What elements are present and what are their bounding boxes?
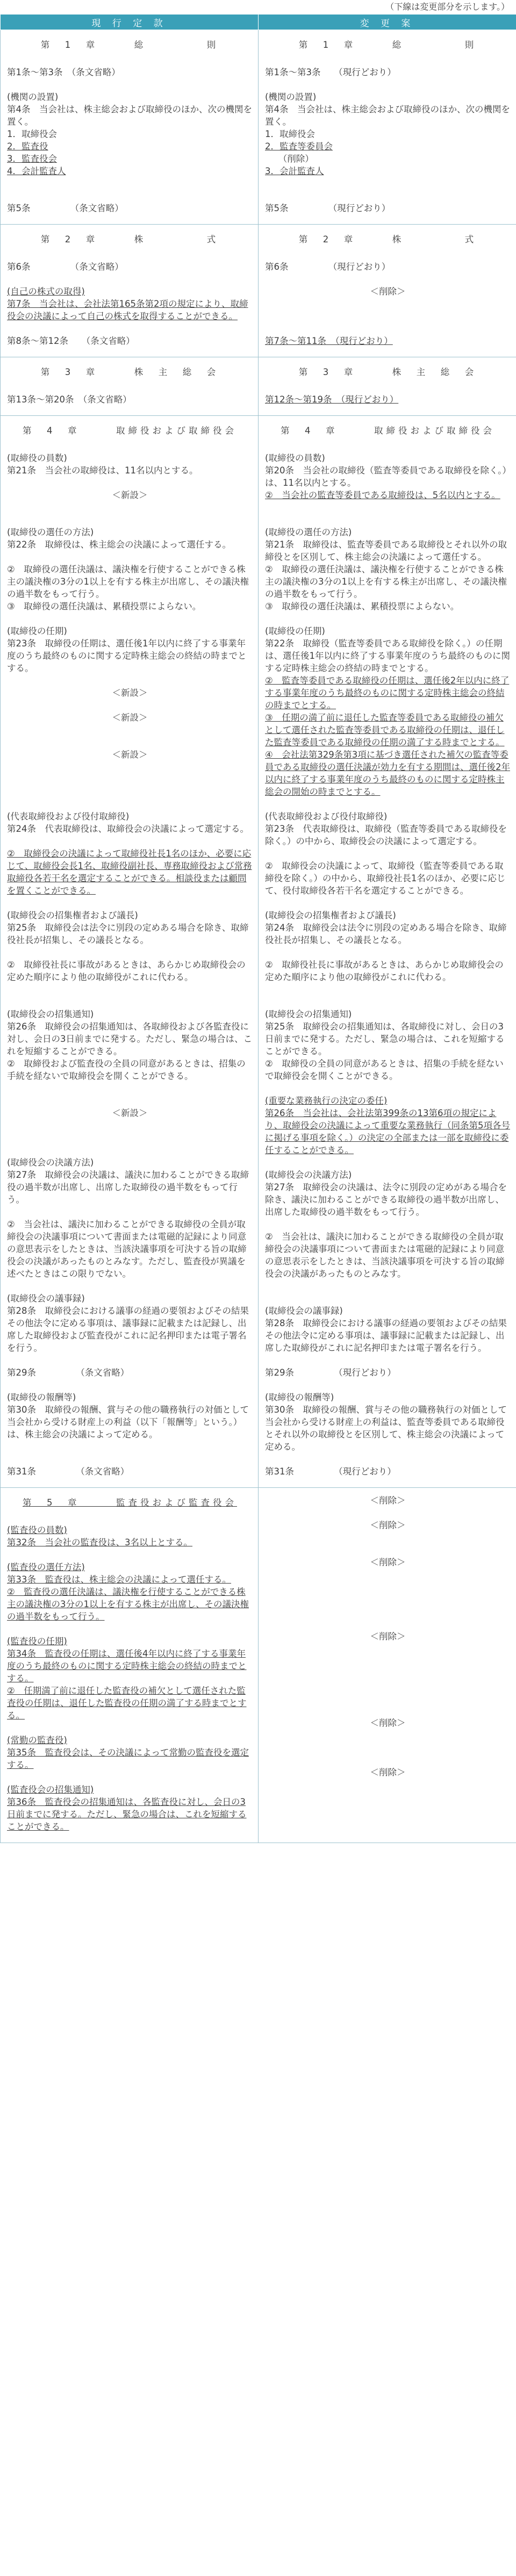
article-line: (取締役会の決議方法): [265, 1170, 352, 1180]
article-line: 3．会計監査人: [265, 166, 324, 176]
article-line: 第20条 当会社の取締役（監査等委員である取締役を除く。）は、11名以内とする。: [265, 465, 507, 488]
article-line: 第7条～第11条 （現行どおり）: [265, 336, 393, 346]
article-line: 第26条 当会社は、会社法第399条の13第6項の規定により、取締役会の決議によって重要な業務執行（同条第5項各号に掲げる事項を除く。）の決定の全部または一部を取締役に委任することができる。: [265, 1108, 510, 1155]
article-line: ② 当会社は、議決に加わることができる取締役の全員が取締役会の決議事項について書面または電磁的記録により同意の意思表示をしたときは、当該決議事項を可決する旨の取締役会の決議があったものとみなす。ただし、監査役が異議を述べたときはこの限りでない。: [7, 1219, 247, 1279]
spacer: [265, 298, 511, 310]
article-line: 第28条 取締役会における議事の経過の要領およびその結果その他法令に定める事項は、議事録に記載または記録し、出席した取締役がこれに記名押印または電子署名を行う。: [265, 1318, 507, 1353]
article-line: 2．監査等委員会: [265, 141, 333, 152]
article-line: (取締役の報酬等): [7, 1392, 76, 1402]
spacer: [7, 1453, 253, 1465]
spacer: [7, 1623, 253, 1635]
spacer: [265, 1606, 511, 1618]
spacer: [7, 946, 253, 959]
placeholder-label: ＜削除＞: [370, 1631, 406, 1642]
spacer: [7, 761, 253, 773]
article-line: 第23条 取締役の任期は、選任後1年以内に終了する事業年度のうち最終のものに関する定時株主総会の終結の時までとする。: [7, 638, 247, 673]
article-line: (自己の株式の取得): [7, 286, 85, 297]
table-header-row: [1, 15, 516, 30]
current-article-cell: [1, 416, 259, 1488]
spacer: [265, 613, 511, 625]
article-line: (代表取締役および役付取締役): [265, 811, 388, 822]
chapter-heading: 第 3 章 株 主 総 会: [40, 367, 219, 377]
spacer: [7, 724, 253, 736]
article-line: 第23条 代表取締役は、取締役（監査等委員である取締役を除く。）の中から、取締役会の決議によって選定する。: [265, 824, 507, 846]
chapter-heading: 第 1 章 総 則: [40, 40, 219, 50]
spacer: [7, 996, 253, 1008]
article-line: (機関の設置): [265, 92, 317, 102]
article-line: (取締役会の招集権者および議長): [265, 910, 396, 920]
article-line: 第29条 （条文省略）: [7, 1368, 130, 1378]
article-line: 3．監査役会: [7, 154, 57, 164]
article-line: (監査役の員数): [7, 1525, 67, 1535]
spacer: [7, 736, 253, 749]
spacer: [7, 1379, 253, 1391]
article-line: (取締役の員数): [265, 453, 325, 463]
article-line: 第22条 取締役（監査等委員である取締役を除く。）の任期は、選任後1年以内に終了する事業年度のうち最終のものに関する定時株主総会の終結の時までとする。: [265, 638, 510, 673]
article-line: ② 取締役社長に事故があるときは、あらかじめ取締役会の定めた順序により他の取締役がこれに代わる。: [7, 960, 246, 982]
chapter-heading: 第 1 章 総 則: [298, 40, 477, 50]
article-line: (監査役の選任方法): [7, 1562, 85, 1572]
placeholder-label: ＜新設＞: [112, 713, 148, 723]
spacer: [7, 1119, 253, 1132]
article-line: ② 取締役社長に事故があるときは、あらかじめ取締役会の定めた順序により他の取締役がこれに代わる。: [265, 960, 504, 982]
spacer: [7, 1144, 253, 1156]
article-line: ③ 任期の満了前に退任した監査等委員である取締役の補欠として選任された監査等委員である取締役の任期は、退任した監査等委員である取締役の任期の満了する時までとする。: [265, 713, 505, 747]
article-line: ② 当会社の監査等委員である取締役は、5名以内とする。: [265, 490, 500, 500]
placeholder-label: ＜新設＞: [112, 490, 148, 500]
articles-comparison-table: [0, 14, 516, 1843]
article-line: 第1条～第3条 （条文省略）: [7, 67, 120, 77]
placeholder-label: ＜新設＞: [112, 1108, 148, 1118]
spacer: [265, 1754, 511, 1766]
spacer: [265, 1531, 511, 1544]
article-line: (取締役の報酬等): [265, 1392, 334, 1402]
spacer: [265, 273, 511, 285]
placeholder-label: ＜新設＞: [112, 688, 148, 698]
spacer: [265, 1581, 511, 1593]
article-line: 第5条 （現行どおり）: [265, 203, 391, 213]
spacer: [265, 1618, 511, 1630]
chapter-heading: 第 5 章 監査役および監査役会: [23, 1498, 237, 1508]
article-line: 第5条 （条文省略）: [7, 203, 124, 213]
article-line: ② 取締役の選任決議は、議決権を行使することができる株主の議決権の3分の1以上を有する株主が出席し、その議決権の過半数をもって行う。: [265, 564, 507, 599]
placeholder-label: ＜削除＞: [370, 1495, 406, 1506]
article-line: 第27条 取締役会の決議は、議決に加わることができる取締役の過半数が出席し、出席した取締役の過半数をもって行う。: [7, 1170, 249, 1205]
proposed-article-cell: [259, 30, 516, 225]
article-line: 第24条 代表取締役は、取締役会の決議によって選定する。: [7, 824, 249, 834]
article-line: 第31条 （現行どおり）: [265, 1466, 396, 1477]
article-line: 第8条～第12条 （条文省略）: [7, 336, 135, 346]
spacer: [265, 983, 511, 996]
spacer: [265, 190, 511, 202]
article-line: 第7条 当会社は、会社法第165条第2項の規定により、取締役会の決議によって自己の株式を取得することができる。: [7, 299, 248, 321]
article-line: (監査役会の招集通知): [7, 1785, 94, 1795]
article-line: (取締役会の招集権者および議長): [7, 910, 138, 920]
spacer: [265, 1453, 511, 1465]
spacer: [7, 190, 253, 202]
spacer: [265, 1507, 511, 1519]
article-line: 4．会計監査人: [7, 166, 66, 176]
article-line: (取締役会の招集通知): [7, 1009, 94, 1019]
chapter-heading: 第 2 章 株 式: [40, 234, 219, 244]
table-body: [1, 30, 516, 1843]
chapter-heading: 第 2 章 株 式: [298, 234, 477, 244]
article-line: 第33条 監査役は、株主総会の決議によって選任する。: [7, 1574, 231, 1585]
current-article-cell: [1, 30, 259, 225]
spacer: [7, 477, 253, 489]
spacer: [7, 1771, 253, 1783]
article-line: 1．取締役会: [265, 129, 315, 139]
article-line: 第1条～第3条 （現行どおり）: [265, 67, 396, 77]
spacer: [7, 1095, 253, 1107]
spacer: [265, 1156, 511, 1169]
spacer: [265, 1643, 511, 1655]
placeholder-label: ＜削除＞: [370, 1520, 406, 1530]
article-line: 第29条 （現行どおり）: [265, 1368, 396, 1378]
spacer: [7, 983, 253, 996]
article-line: ③ 取締役の選任決議は、累積投票によらない。: [265, 601, 460, 611]
chapter-heading: 第 4 章 取締役および取締役会: [281, 426, 495, 436]
chapter-heading: 第 3 章 株 主 総 会: [298, 367, 477, 377]
article-line: ② 取締役会の決議によって、取締役（監査等委員である取締役を除く。）の中から、取締役社長1名のほか、必要に応じて、役付取締役各若干名を選定することができる。: [265, 861, 506, 896]
spacer: [7, 1441, 253, 1453]
table-row: [1, 416, 516, 1488]
spacer: [265, 798, 511, 810]
spacer: [265, 946, 511, 959]
spacer: [265, 1280, 511, 1292]
spacer: [7, 1132, 253, 1144]
proposed-article-cell: [259, 1488, 516, 1843]
spacer: [7, 674, 253, 687]
spacer: [265, 847, 511, 860]
spacer: [7, 897, 253, 909]
article-line: ② 当会社は、議決に加わることができる取締役の全員が取締役会の決議事項について書面または電磁的記録により同意の意思表示をしたときは、当該決議事項を可決する旨の取締役会の決議があったものとみなす。: [265, 1232, 505, 1279]
article-line: 第12条～第19条 （現行どおり）: [265, 394, 399, 405]
article-line: 2．監査役: [7, 141, 48, 152]
placeholder-label: ＜削除＞: [370, 1718, 406, 1728]
article-line: (取締役の任期): [7, 626, 67, 636]
article-line: 第27条 取締役会の決議は、法令に別段の定めがある場合を除き、議決に加わることができる取締役の過半数が出席し、出席した取締役の過半数をもって行う。: [265, 1182, 507, 1217]
current-article-cell: [1, 225, 259, 357]
proposed-article-cell: [259, 357, 516, 416]
spacer: [265, 1680, 511, 1692]
proposed-articles-header: 変 更 案: [259, 15, 516, 30]
spacer: [265, 1218, 511, 1231]
article-line: (取締役の選任の方法): [7, 527, 94, 537]
article-line: ② 取締役会の決議によって取締役社長1名のほか、必要に応じて、取締役会長1名、取締役副社長、専務取締役および常務取締役各若干名を選定することができる。相談役または顧問を置くことができる。: [7, 848, 252, 896]
spacer: [7, 835, 253, 847]
article-line: 第13条～第20条 （条文省略）: [7, 394, 132, 405]
spacer: [7, 1280, 253, 1292]
spacer: [7, 786, 253, 798]
spacer: [265, 1379, 511, 1391]
article-line: ② 監査役の選任決議は、議決権を行使することができる株主の議決権の3分の1以上を有する株主が出席し、その議決権の過半数をもって行う。: [7, 1587, 249, 1622]
article-line: (取締役会の招集通知): [265, 1009, 352, 1019]
article-line: 第31条 （条文省略）: [7, 1466, 130, 1477]
article-line: (機関の設置): [7, 92, 59, 102]
spacer: [7, 514, 253, 526]
spacer: [265, 897, 511, 909]
spacer: [265, 310, 511, 322]
spacer: [7, 551, 253, 563]
spacer: [7, 78, 253, 91]
article-line: (重要な業務執行の決定の委任): [265, 1096, 388, 1106]
table-row: [1, 225, 516, 357]
table-row: [1, 30, 516, 225]
spacer: [7, 501, 253, 514]
spacer: [265, 996, 511, 1008]
article-line: 第25条 取締役会の招集通知は、各取締役に対し、会日の3日前までに発する。ただし、緊急の場合は、これを短縮することができる。: [265, 1021, 505, 1056]
spacer: [7, 1354, 253, 1366]
article-line: (取締役の任期): [265, 626, 325, 636]
spacer: [7, 322, 253, 335]
spacer: [265, 514, 511, 526]
proposed-article-cell: [259, 416, 516, 1488]
placeholder-label: ＜新設＞: [112, 750, 148, 760]
article-line: 第32条 当会社の監査役は、3名以上とする。: [7, 1537, 192, 1548]
article-line: 第4条 当会社は、株主総会および取締役のほか、次の機関を置く。: [7, 104, 252, 127]
chapter-heading: 第 4 章 取締役および取締役会: [23, 426, 237, 436]
article-line: 第6条 （条文省略）: [7, 262, 124, 272]
article-line: 第30条 取締役の報酬、賞与その他の職務執行の対価として当会社から受ける財産上の利益は、監査等委員である取締役とそれ以外の取締役とを区別して、株主総会の決議によって定める。: [265, 1405, 507, 1452]
article-line: ② 任期満了前に退任した監査役の補欠として選任された監査役の任期は、退任した監査役の任期の満了する時までとする。: [7, 1686, 247, 1721]
spacer: [265, 1655, 511, 1667]
article-line: 第6条 （現行どおり）: [265, 262, 391, 272]
spacer: [7, 613, 253, 625]
spacer: [265, 1692, 511, 1704]
spacer: [265, 1082, 511, 1095]
current-article-cell: [1, 357, 259, 416]
article-line: (取締役会の議事録): [265, 1306, 343, 1316]
spacer: [265, 1729, 511, 1742]
spacer: [265, 501, 511, 514]
article-line: ④ 会社法第329条第3項に基づき選任された補欠の監査等委員である取締役の選任決議が効力を有する期間は、選任後2年以内に終了する事業年度のうち最終のものに関する定時株主総会の開始の時までとする。: [265, 750, 510, 797]
article-line: 第4条 当会社は、株主総会および取締役のほか、次の機関を置く。: [265, 104, 510, 127]
spacer: [265, 1667, 511, 1680]
spacer: [265, 78, 511, 91]
article-line: 第21条 取締役は、監査等委員である取締役とそれ以外の取締役とを区別して、株主総会の決議によって選任する。: [265, 539, 507, 562]
article-line: ② 監査等委員である取締役の任期は、選任後2年以内に終了する事業年度のうち最終のものに関する定時株主総会の終結の時までとする。: [265, 675, 510, 710]
article-line: (常勤の監査役): [7, 1735, 67, 1745]
article-line: 第30条 取締役の報酬、賞与その他の職務執行の対価として当会社から受ける財産上の利益（以下「報酬等」という。）は、株主総会の決議によって定める。: [7, 1405, 249, 1440]
placeholder-label: ＜削除＞: [370, 1767, 406, 1778]
spacer: [265, 322, 511, 335]
spacer: [265, 1568, 511, 1581]
article-line: 1．取締役会: [7, 129, 57, 139]
article-line: (代表取締役および役付取締役): [7, 811, 130, 822]
article-line: (取締役の員数): [7, 453, 67, 463]
article-line: (取締役会の決議方法): [7, 1157, 94, 1168]
article-line: （削除）: [265, 154, 314, 164]
spacer: [265, 1593, 511, 1606]
spacer: [7, 1206, 253, 1218]
spacer: [7, 273, 253, 285]
article-line: 第25条 取締役会は法令に別段の定めある場合を除き、取締役社長が招集し、その議長となる。: [7, 923, 249, 945]
spacer: [7, 798, 253, 810]
article-line: 第26条 取締役会の招集通知は、各取締役および各監査役に対し、会日の3日前までに発する。ただし、緊急の場合は、これを短縮することができる。: [7, 1021, 252, 1056]
current-article-cell: [1, 1488, 259, 1843]
spacer: [265, 1354, 511, 1366]
spacer: [7, 1549, 253, 1561]
article-line: ② 取締役および監査役の全員の同意があるときは、招集の手続を経ないで取締役会を開くことができる。: [7, 1059, 246, 1081]
spacer: [7, 1722, 253, 1734]
article-line: ② 取締役の選任決議は、議決権を行使することができる株主の議決権の3分の1以上を有する株主が出席し、その議決権の過半数をもって行う。: [7, 564, 249, 599]
article-line: 第24条 取締役会は法令に別段の定めある場合を除き、取締役社長が招集し、その議長となる。: [265, 923, 507, 945]
article-line: ③ 取締役の選任決議は、累積投票によらない。: [7, 601, 202, 611]
spacer: [265, 1704, 511, 1717]
placeholder-label: ＜削除＞: [370, 1557, 406, 1567]
article-line: 第28条 取締役会における議事の経過の要領およびその結果その他法令に定める事項は、議事録に記載または記録し、出席した取締役および監査役がこれに記名押印または電子署名を行う。: [7, 1306, 249, 1353]
spacer: [7, 177, 253, 190]
article-line: 第21条 当会社の取締役は、11名以内とする。: [7, 465, 198, 476]
spacer: [7, 1082, 253, 1095]
article-line: ② 取締役の全員の同意があるときは、招集の手続を経ないで取締役会を開くことができる。: [265, 1059, 504, 1081]
article-line: (取締役の選任の方法): [265, 527, 352, 537]
placeholder-label: ＜削除＞: [370, 286, 406, 297]
current-articles-header: 現 行 定 款: [1, 15, 259, 30]
spacer: [265, 1292, 511, 1305]
spacer: [7, 699, 253, 711]
article-line: 第34条 監査役の任期は、選任後4年以内に終了する事業年度のうち最終のものに関する定時株主総会の終結の時までとする。: [7, 1649, 247, 1683]
spacer: [265, 1544, 511, 1556]
article-line: 第22条 取締役は、株主総会の決議によって選任する。: [7, 539, 231, 550]
underline-note: （下線は変更部分を示します。）: [385, 2, 510, 12]
article-line: (取締役会の議事録): [7, 1293, 85, 1304]
table-row: [1, 1488, 516, 1843]
article-line: 第35条 監査役会は、その決議によって常勤の監査役を選定する。: [7, 1747, 249, 1770]
table-row: [1, 357, 516, 416]
spacer: [265, 177, 511, 190]
article-line: 第36条 監査役会の招集通知は、各監査役に対し、会日の3日前までに発する。ただし、緊急の場合は、これを短縮することができる。: [7, 1797, 247, 1832]
proposed-article-cell: [259, 225, 516, 357]
spacer: [7, 773, 253, 786]
article-line: (監査役の任期): [7, 1636, 67, 1646]
spacer: [265, 1742, 511, 1754]
